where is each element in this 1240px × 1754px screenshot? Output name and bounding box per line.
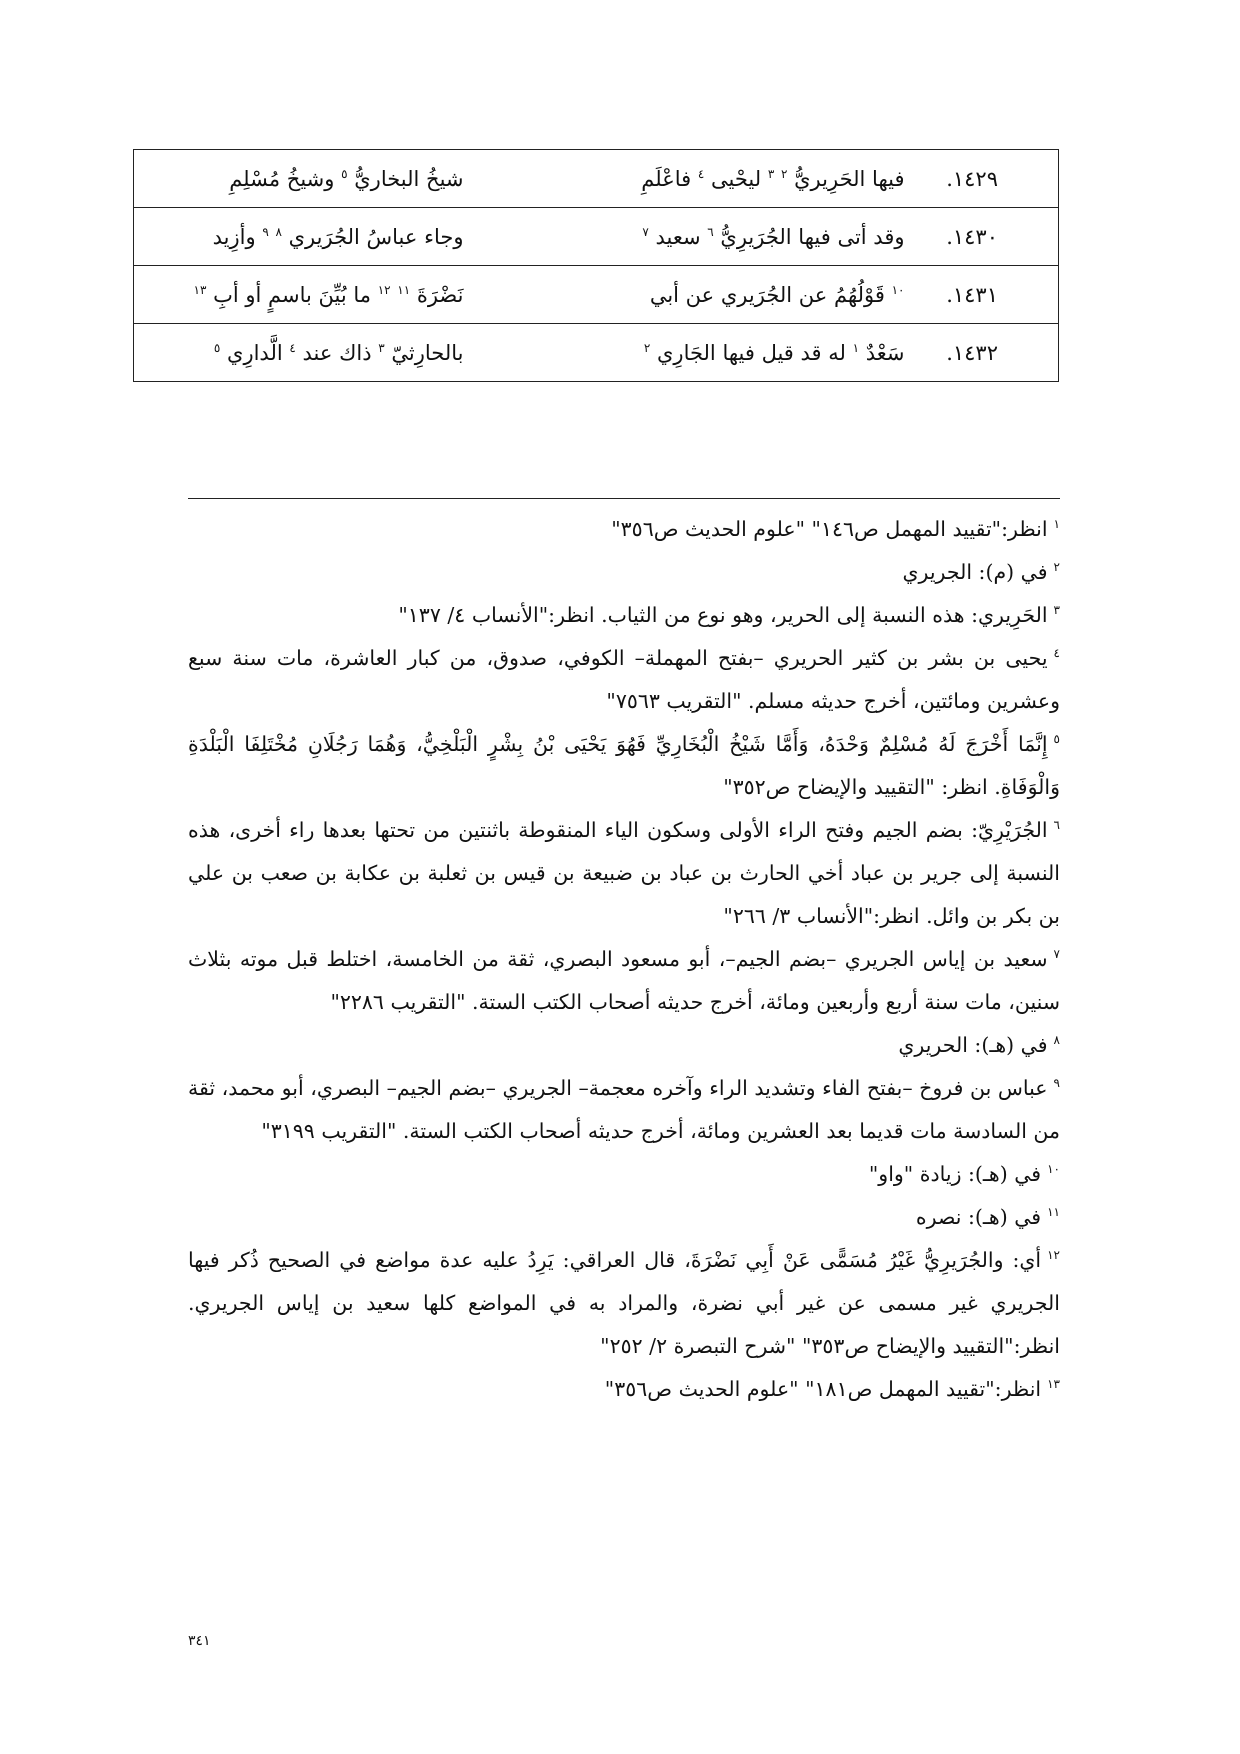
footnote-ref[interactable]: ٤	[697, 166, 705, 181]
second-hemistich: بالحارِثيّ $^٣$ ذاك عند $^٤$ الَّدارِي $^٥$	[134, 324, 530, 382]
footnote-number: ٢	[1053, 560, 1060, 575]
footnote	[188, 1153, 1060, 1196]
first-hemistich: $^{١٠}$ قَوْلُهُمُ عن الجُرَيري عن أبي	[530, 266, 927, 324]
footnote	[188, 1239, 1060, 1368]
footnote-number: ١	[1053, 517, 1060, 532]
poem-row	[134, 266, 1059, 324]
footnote	[188, 1024, 1060, 1067]
page-number: ٣٤١	[188, 1633, 211, 1649]
footnote-text: يحيى بن بشر بن كثير الحريري –بفتح المهملة– الكوفي، صدوق، من كبار العاشرة، مات سنة سبع وعشرين ومائتين، أخرج حديثه مسلم. "التقريب ٧٥٦٣"	[188, 646, 1060, 713]
first-hemistich: سَعْدٌ $^١$ له قد قيل فيها الجَارِي $^٢$	[530, 324, 927, 382]
footnote	[188, 637, 1060, 723]
footnote-ref[interactable]: ٨	[275, 224, 282, 239]
first-hemistich: فيها الحَرِيريُّ $^٢$ $^٣$ ليحْيى $^٤$ فاعْلَمِ	[530, 150, 927, 208]
first-hemistich: وقد أتى فيها الجُرَيرِيُّ $^٦$ سعيد $^٧$	[530, 208, 927, 266]
poem-table	[133, 149, 1059, 382]
footnote-text: في (هـ): نصره	[915, 1205, 1042, 1229]
footnote-ref[interactable]: ٣	[378, 340, 385, 355]
footnote-number: ٦	[1053, 818, 1060, 833]
footnote-number: ١٢	[1047, 1248, 1060, 1263]
footnote-number: ١١	[1047, 1205, 1060, 1220]
footnote	[188, 1196, 1060, 1239]
second-hemistich: شيخُ البخاريُّ $^٥$ وشيخُ مُسْلِمِ	[134, 150, 530, 208]
footnote	[188, 1368, 1060, 1411]
footnote	[188, 1067, 1060, 1153]
footnote	[188, 594, 1060, 637]
footnote	[188, 809, 1060, 938]
footnote-text: إِنَّمَا أَخْرَجَ لَهُ مُسْلِمٌ وَحْدَهُ، وَأَمَّا شَيْخُ الْبُخَارِيِّ فَهُوَ يَحْيَى بْنُ بِشْرٍ الْبَلْخِيُّ، وَهُمَا رَجُلَانِ مُخْتَلِفَا الْبَلْدَةِ وَالْوَفَاةِ. انظر: "التقييد والإيضاح ص٣٥٢"	[188, 732, 1060, 799]
verse-number: ١٤٣٢.	[927, 324, 1059, 382]
poem-row	[134, 208, 1059, 266]
footnotes-section	[188, 508, 1060, 1411]
footnote-ref[interactable]: ١١	[397, 282, 411, 297]
footnote-ref[interactable]: ٥	[213, 340, 221, 355]
footnote-number: ١٣	[1047, 1377, 1060, 1392]
poem-row	[134, 324, 1059, 382]
footnote-number: ٥	[1053, 732, 1060, 747]
footnote-text: انظر:"تقييد المهمل ص١٨١" "علوم الحديث ص٣٥٦"	[604, 1377, 1042, 1401]
footnote	[188, 508, 1060, 551]
footnote-number: ٧	[1053, 947, 1060, 962]
footnote-number: ٤	[1053, 646, 1060, 661]
footnote-ref[interactable]: ٩	[262, 224, 269, 239]
verse-number: ١٤٣١.	[927, 266, 1059, 324]
footnote-ref[interactable]: ٢	[780, 166, 788, 181]
footnote-text: الحَرِيري: هذه النسبة إلى الحرير، وهو نوع من الثياب. انظر:"الأنساب ٤/ ١٣٧"	[398, 603, 1048, 627]
verse-number: ١٤٣٠.	[927, 208, 1059, 266]
footnote-number: ٩	[1053, 1076, 1060, 1091]
footnote-text: انظر:"تقييد المهمل ص١٤٦" "علوم الحديث ص٣٥٦"	[611, 517, 1048, 541]
footnote-ref[interactable]: ٤	[289, 340, 296, 355]
footnote-number: ١٠	[1047, 1162, 1060, 1177]
footnote-number: ٨	[1053, 1033, 1060, 1048]
footnote-text: عباس بن فروخ –بفتح الفاء وتشديد الراء وآخره معجمة– الجريري –بضم الجيم– البصري، أبو محمد، ثقة من السادسة مات قديما بعد العشرين ومائة، أخرج حديثه أصحاب الكتب الستة. "التقريب ٣١٩٩"	[188, 1076, 1060, 1143]
second-hemistich: نَضْرَةَ $^{١١}$ $^{١٢}$ ما بُيِّنَ باسمٍ أو أبِ $^{١٣}$	[134, 266, 530, 324]
footnote	[188, 723, 1060, 809]
footnote-text: الجُرَيْرِيّ: بضم الجيم وفتح الراء الأولى وسكون الياء المنقوطة باثنتين من تحتها بعدها راء أخرى، هذه النسبة إلى جرير بن عباد أخي الحارث بن عباد بن ضبيعة بن قيس بن ثعلبة بن عكابة بن صعب بن علي بن بكر بن وائل. انظر:"الأنساب ٣/ ٢٦٦"	[188, 818, 1060, 928]
footnote-ref[interactable]: ٢	[643, 340, 651, 355]
footnote-text: في (هـ): زيادة "واو"	[868, 1162, 1042, 1186]
footnote-text: أي: والجُرَيرِيُّ غَيْرُ مُسَمًّى عَنْ أَبِي نَضْرَةَ، قال العراقي: يَرِدُ عليه عدة مواضع في الصحيح ذُكر فيها الجريري غير مسمى عن غير أبي نضرة، والمراد به في المواضع كلها سعيد بن إياس الجريري. انظر:"التقييد والإيضاح ص٣٥٣" "شرح التبصرة ٢/ ٢٥٢"	[188, 1248, 1060, 1358]
footnote-ref[interactable]: ١٠	[891, 282, 905, 297]
footnote-ref[interactable]: ١	[852, 340, 860, 355]
footnote-number: ٣	[1053, 603, 1060, 618]
footnote-ref[interactable]: ٥	[341, 166, 348, 181]
footnote	[188, 551, 1060, 594]
footnote-divider	[188, 498, 1060, 499]
footnote-ref[interactable]: ٧	[642, 224, 649, 239]
footnote	[188, 938, 1060, 1024]
poem-row	[134, 150, 1059, 208]
footnote-text: في (هـ): الحريري	[898, 1033, 1048, 1057]
footnote-ref[interactable]: ١٢	[377, 282, 391, 297]
footnote-ref[interactable]: ١٣	[193, 282, 207, 297]
verse-number: ١٤٢٩.	[927, 150, 1059, 208]
footnote-text: سعيد بن إياس الجريري –بضم الجيم–، أبو مسعود البصري، ثقة من الخامسة، اختلط قبل موته بثلاث سنين، مات سنة أربع وأربعين ومائة، أخرج حديثه أصحاب الكتب الستة. "التقريب ٢٢٨٦"	[188, 947, 1060, 1014]
second-hemistich: وجاء عباسُ الجُرَيري $^٨$ $^٩$ وأزِيد	[134, 208, 530, 266]
footnote-ref[interactable]: ٣	[767, 166, 775, 181]
footnote-text: في (م): الجريري	[902, 560, 1048, 584]
footnote-ref[interactable]: ٦	[707, 224, 714, 239]
